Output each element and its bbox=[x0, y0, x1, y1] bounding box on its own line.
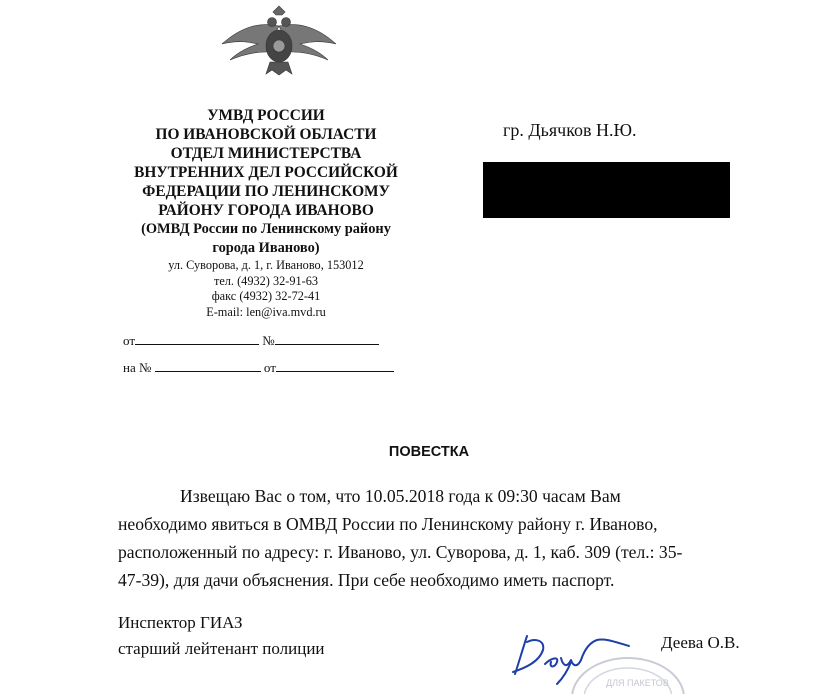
agency-contacts bbox=[108, 258, 424, 320]
redacted-address-block bbox=[483, 162, 730, 218]
header-line: города Иваново) bbox=[212, 240, 320, 256]
eagle-emblem-icon bbox=[220, 4, 338, 76]
summons-body bbox=[118, 482, 758, 594]
header-line: ФЕДЕРАЦИИ ПО ЛЕНИНСКОМУ bbox=[142, 183, 390, 200]
body-line: расположенный по адресу: г. Иваново, ул. Суворова, д. 1, каб. 309 (тел.: 35- bbox=[118, 542, 683, 562]
number-blank bbox=[275, 333, 379, 345]
header-line: РАЙОНУ ГОРОДА ИВАНОВО bbox=[158, 202, 374, 219]
signer-position: Инспектор ГИАЗ bbox=[118, 613, 243, 632]
signer-rank: старший лейтенант полиции bbox=[118, 639, 325, 658]
ref-date-blank bbox=[276, 360, 394, 372]
svg-text:ДЛЯ ПАКЕТОВ: ДЛЯ ПАКЕТОВ bbox=[606, 678, 669, 688]
fax-text: факс (4932) 32-72-41 bbox=[211, 289, 321, 303]
ref-number-blank bbox=[155, 360, 261, 372]
registration-line-outgoing bbox=[123, 333, 379, 349]
email-text: E-mail: len@iva.mvd.ru bbox=[206, 304, 326, 319]
from-label: от bbox=[123, 333, 136, 348]
signer-name: Деева О.В. bbox=[661, 633, 740, 652]
date-blank bbox=[135, 333, 259, 345]
phone-text: тел. (4932) 32-91-63 bbox=[213, 273, 319, 288]
header-line: ОТДЕЛ МИНИСТЕРСТВА bbox=[170, 145, 362, 162]
agency-header bbox=[108, 106, 424, 258]
registration-line-reference bbox=[123, 360, 394, 376]
document-title: ПОВЕСТКА bbox=[388, 444, 470, 460]
header-line: ВНУТРЕННИХ ДЕЛ РОССИЙСКОЙ bbox=[134, 164, 398, 181]
ref-number-label: на № bbox=[123, 360, 152, 375]
address-text: ул. Суворова, д. 1, г. Иваново, 153012 bbox=[168, 258, 364, 272]
body-line: 47-39), для дачи объяснения. При себе необходимо иметь паспорт. bbox=[118, 570, 615, 590]
header-line: ПО ИВАНОВСКОЙ ОБЛАСТИ bbox=[155, 126, 377, 143]
recipient-name: гр. Дьячков Н.Ю. bbox=[503, 120, 637, 140]
header-line: (ОМВД России по Ленинскому району bbox=[141, 221, 391, 237]
header-line: УМВД РОССИИ bbox=[207, 107, 325, 124]
number-label: № bbox=[262, 333, 275, 348]
body-line: Извещаю Вас о том, что 10.05.2018 года к 09:30 часам Вам bbox=[180, 486, 621, 506]
ref-from-label: от bbox=[263, 360, 276, 375]
signature-icon bbox=[505, 628, 640, 688]
body-line: необходимо явиться в ОМВД России по Ленинскому району г. Иваново, bbox=[118, 514, 658, 534]
